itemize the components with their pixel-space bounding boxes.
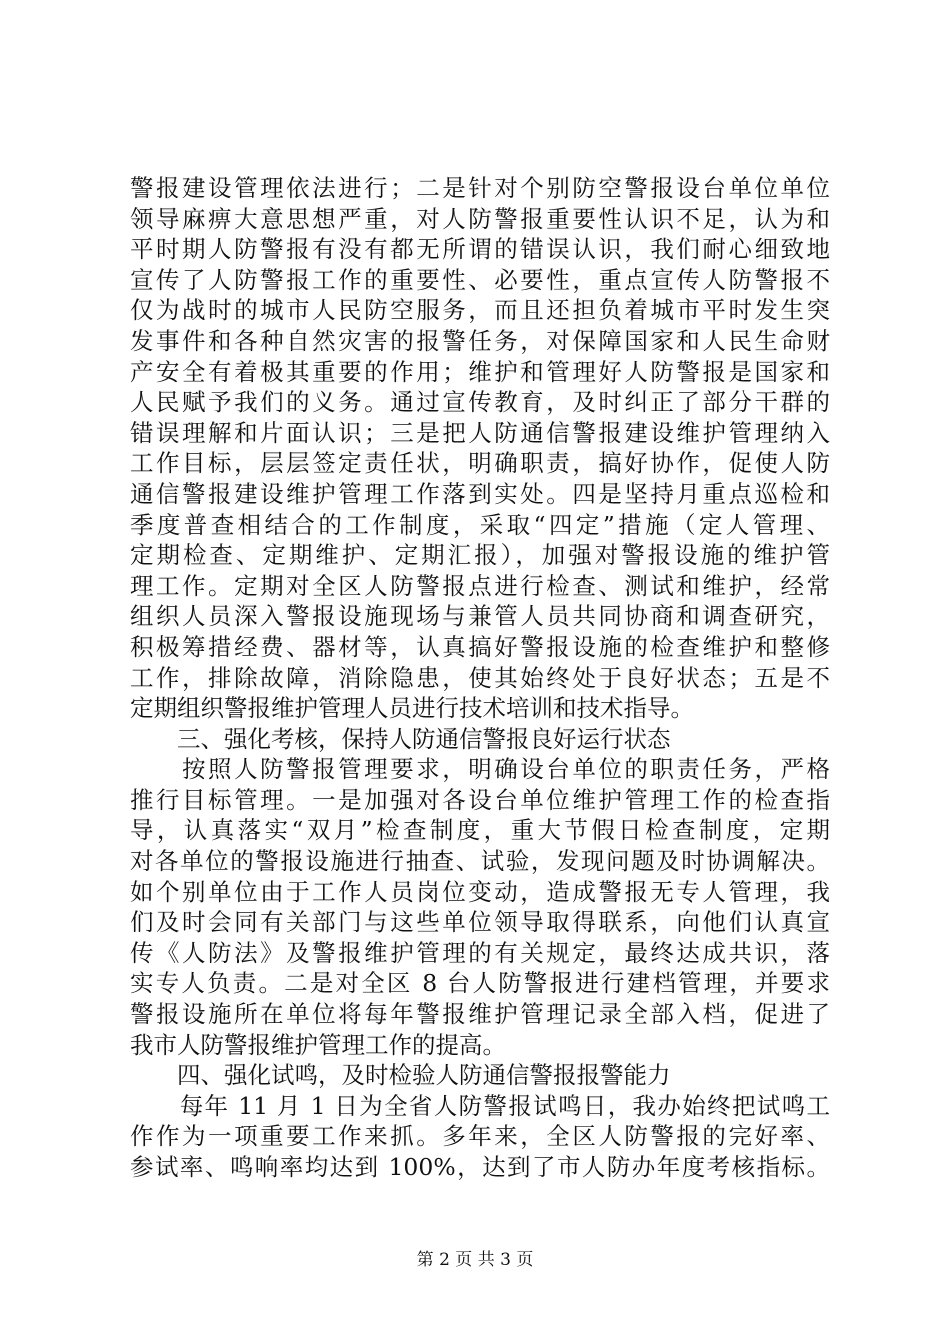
text-line: 如个别单位由于工作人员岗位变动，造成警报无专人管理，我 — [130, 877, 830, 906]
section-heading-4: 四、强化试鸣，及时检验人防通信警报报警能力 — [130, 1061, 671, 1090]
text-line: 参试率、鸣响率均达到 100%，达到了市人防办年度考核指标。 — [130, 1153, 830, 1181]
text-line: 推行目标管理。一是加强对各设台单位维护管理工作的检查指 — [130, 785, 830, 814]
text-line: 领导麻痹大意思想严重，对人防警报重要性认识不足，认为和 — [130, 204, 830, 233]
text-line: 警报建设管理依法进行；二是针对个别防空警报设台单位单位 — [130, 174, 830, 202]
text-line: 按照人防警报管理要求，明确设台单位的职责任务，严格 — [130, 755, 830, 784]
text-line: 们及时会同有关部门与这些单位领导取得联系，向他们认真宣 — [130, 908, 830, 937]
text-line: 工作目标，层层签定责任状，明确职责，搞好协作，促使人防 — [130, 449, 830, 478]
text-line: 警报设施所在单位将每年警报维护管理记录全部入档，促进了 — [130, 1000, 830, 1029]
text-line: 人民赋予我们的义务。通过宣传教育，及时纠正了部分干群的 — [130, 388, 830, 417]
text-line: 错误理解和片面认识；三是把人防通信警报建设维护管理纳入 — [130, 418, 830, 447]
text-line: 我市人防警报维护管理工作的提高。 — [130, 1030, 506, 1059]
text-line: 积极筹措经费、器材等，认真搞好警报设施的检查维护和整修 — [130, 632, 830, 661]
text-line: 对各单位的警报设施进行抽查、试验，发现问题及时协调解决。 — [130, 847, 830, 876]
text-line: 仅为战时的城市人民防空服务，而且还担负着城市平时发生突 — [130, 296, 830, 325]
text-line: 定期组织警报维护管理人员进行技术培训和技术指导。 — [130, 694, 694, 723]
text-line: 理工作。定期对全区人防警报点进行检查、测试和维护，经常 — [130, 571, 830, 600]
text-line: 作作为一项重要工作来抓。多年来，全区人防警报的完好率、 — [130, 1122, 830, 1151]
text-line: 发事件和各种自然灾害的报警任务，对保障国家和人民生命财 — [130, 326, 830, 355]
text-line: 实专人负责。二是对全区 8 台人防警报进行建档管理，并要求 — [130, 969, 830, 998]
text-line: 传《人防法》及警报维护管理的有关规定，最终达成共识，落 — [130, 938, 830, 967]
section-heading-3: 三、强化考核，保持人防通信警报良好运行状态 — [130, 724, 671, 753]
page-footer: 第 2 页 共 3 页 — [416, 1250, 534, 1270]
text-line: 每年 11 月 1 日为全省人防警报试鸣日，我办始终把试鸣工 — [130, 1091, 830, 1120]
text-line: 宣传了人防警报工作的重要性、必要性，重点宣传人防警报不 — [130, 265, 830, 294]
text-line: 平时期人防警报有没有都无所谓的错误认识，我们耐心细致地 — [130, 235, 830, 264]
text-line: 产安全有着极其重要的作用；维护和管理好人防警报是国家和 — [130, 357, 830, 386]
text-line: 通信警报建设维护管理工作落到实处。四是坚持月重点巡检和 — [130, 479, 830, 508]
text-line: 定期检查、定期维护、定期汇报），加强对警报设施的维护管 — [130, 541, 830, 570]
text-line: 导，认真落实“双月”检查制度，重大节假日检查制度，定期 — [130, 816, 830, 845]
text-line: 季度普查相结合的工作制度，采取“四定”措施（定人管理、 — [130, 510, 830, 539]
text-line: 工作，排除故障，消除隐患，使其始终处于良好状态；五是不 — [130, 663, 830, 692]
body-text — [130, 173, 830, 1183]
text-line: 组织人员深入警报设施现场与兼管人员共同协商和调查研究， — [130, 602, 830, 631]
